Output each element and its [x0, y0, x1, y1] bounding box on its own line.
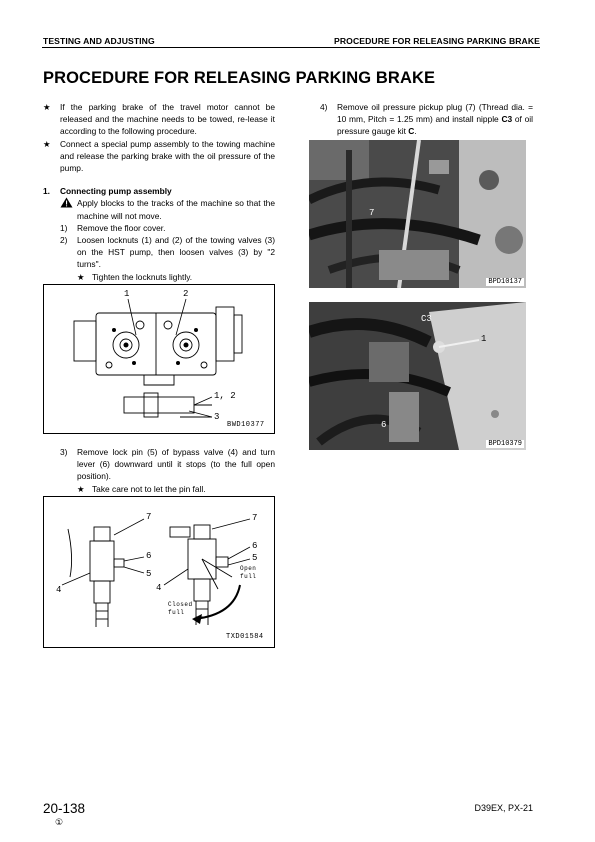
- step-number: 2): [60, 235, 68, 246]
- callout-label: 6: [381, 420, 387, 430]
- callout-label: 5: [252, 553, 258, 563]
- header-rule: [42, 47, 540, 48]
- callout-label: 4: [156, 583, 162, 593]
- step-number: 3): [60, 447, 68, 457]
- callout-label: 4: [56, 585, 62, 595]
- section-heading: [43, 185, 275, 197]
- step-item: [43, 446, 275, 483]
- intro-item: [43, 138, 275, 175]
- engine-photo-top-image: [309, 140, 526, 288]
- step-number: 4): [320, 102, 328, 112]
- callout-label: 3: [214, 412, 220, 422]
- step-item: [43, 234, 275, 271]
- intro-text: Connect a special pump assembly to the towing machine and release the parking brake with the oil pressure of the pump.: [60, 138, 275, 174]
- callout-label: 1: [124, 289, 130, 299]
- star-icon: ★: [43, 138, 51, 149]
- warning-triangle-icon: [60, 197, 77, 211]
- step3-block: [43, 446, 275, 495]
- running-header-right: PROCEDURE FOR RELEASING PARKING BRAKE: [334, 36, 540, 46]
- note-item: [43, 483, 275, 495]
- nipple-code: C3: [501, 114, 513, 125]
- engine-photo-bottom: [309, 302, 526, 450]
- step-item: [43, 222, 275, 234]
- star-icon: ★: [43, 102, 51, 112]
- engine-photo-bottom-image: [309, 302, 526, 450]
- callout-label: 6: [146, 551, 152, 561]
- step-text: Remove lock pin (5) of bypass valve (4) and turn lever (6) downward until it stops (to the full open position).: [77, 447, 275, 482]
- callout-label: 1, 2: [214, 391, 236, 401]
- section-number: 1.: [43, 186, 50, 197]
- figure-code: TXD01584: [226, 633, 264, 641]
- step-text: Loosen locknuts (1) and (2) of the towing valves (3) on the HST pump, then loosen valves (3) by "2 turns".: [77, 235, 275, 270]
- model-name: D39EX, PX-21: [474, 803, 533, 813]
- intro-item: [43, 101, 275, 138]
- note-text: Take care not to let the pin fall.: [92, 483, 206, 494]
- photo-code: BPD10379: [488, 440, 522, 448]
- hst-pump-drawing: [44, 285, 274, 433]
- callout-label: 7: [146, 512, 152, 522]
- warning-item: [43, 197, 275, 221]
- callout-label: 6: [252, 541, 258, 551]
- running-header-left: TESTING AND ADJUSTING: [43, 36, 155, 46]
- callout-label: 7: [369, 208, 375, 218]
- callout-label: 5: [146, 569, 152, 579]
- callout-label: 1: [481, 334, 487, 344]
- step-text: Remove oil pressure pickup plug (7) (Thread dia. = 10 mm, Pitch = 1.25 mm) and install nipple C3 of oil pressure gauge kit C.: [337, 102, 533, 137]
- step-text: Remove the floor cover.: [77, 222, 166, 233]
- right-column: [320, 101, 533, 138]
- callout-label: 2: [183, 289, 189, 299]
- revision-mark: ①: [55, 817, 64, 827]
- callout-label: 7: [252, 513, 258, 523]
- closed-full-label: Closed full: [168, 601, 193, 616]
- engine-photo-top: [309, 140, 526, 288]
- star-icon: ★: [77, 271, 85, 282]
- intro-text: If the parking brake of the travel motor cannot be released and the machine needs to be towed, re-lease it according to the following procedure.: [60, 102, 275, 137]
- page-number: 20-138: [43, 801, 86, 816]
- star-icon: ★: [77, 483, 85, 494]
- section-title: Connecting pump assembly: [60, 186, 172, 197]
- hst-pump-figure: [43, 284, 275, 434]
- figure-code: BWD10377: [227, 421, 265, 429]
- step-number: 1): [60, 222, 68, 233]
- callout-label: C3: [421, 314, 432, 324]
- note-item: [43, 271, 275, 283]
- note-text: Tighten the locknuts lightly.: [92, 271, 193, 282]
- page-title: PROCEDURE FOR RELEASING PARKING BRAKE: [43, 69, 436, 87]
- bypass-valve-figure: [43, 496, 275, 648]
- open-full-label: Open full: [240, 565, 257, 580]
- left-column: [43, 101, 275, 283]
- kit-code: C: [408, 126, 415, 137]
- step-item: [320, 101, 533, 138]
- warning-text: Apply blocks to the tracks of the machine so that the machine will not move.: [77, 198, 275, 221]
- photo-code: BPD10137: [488, 278, 522, 286]
